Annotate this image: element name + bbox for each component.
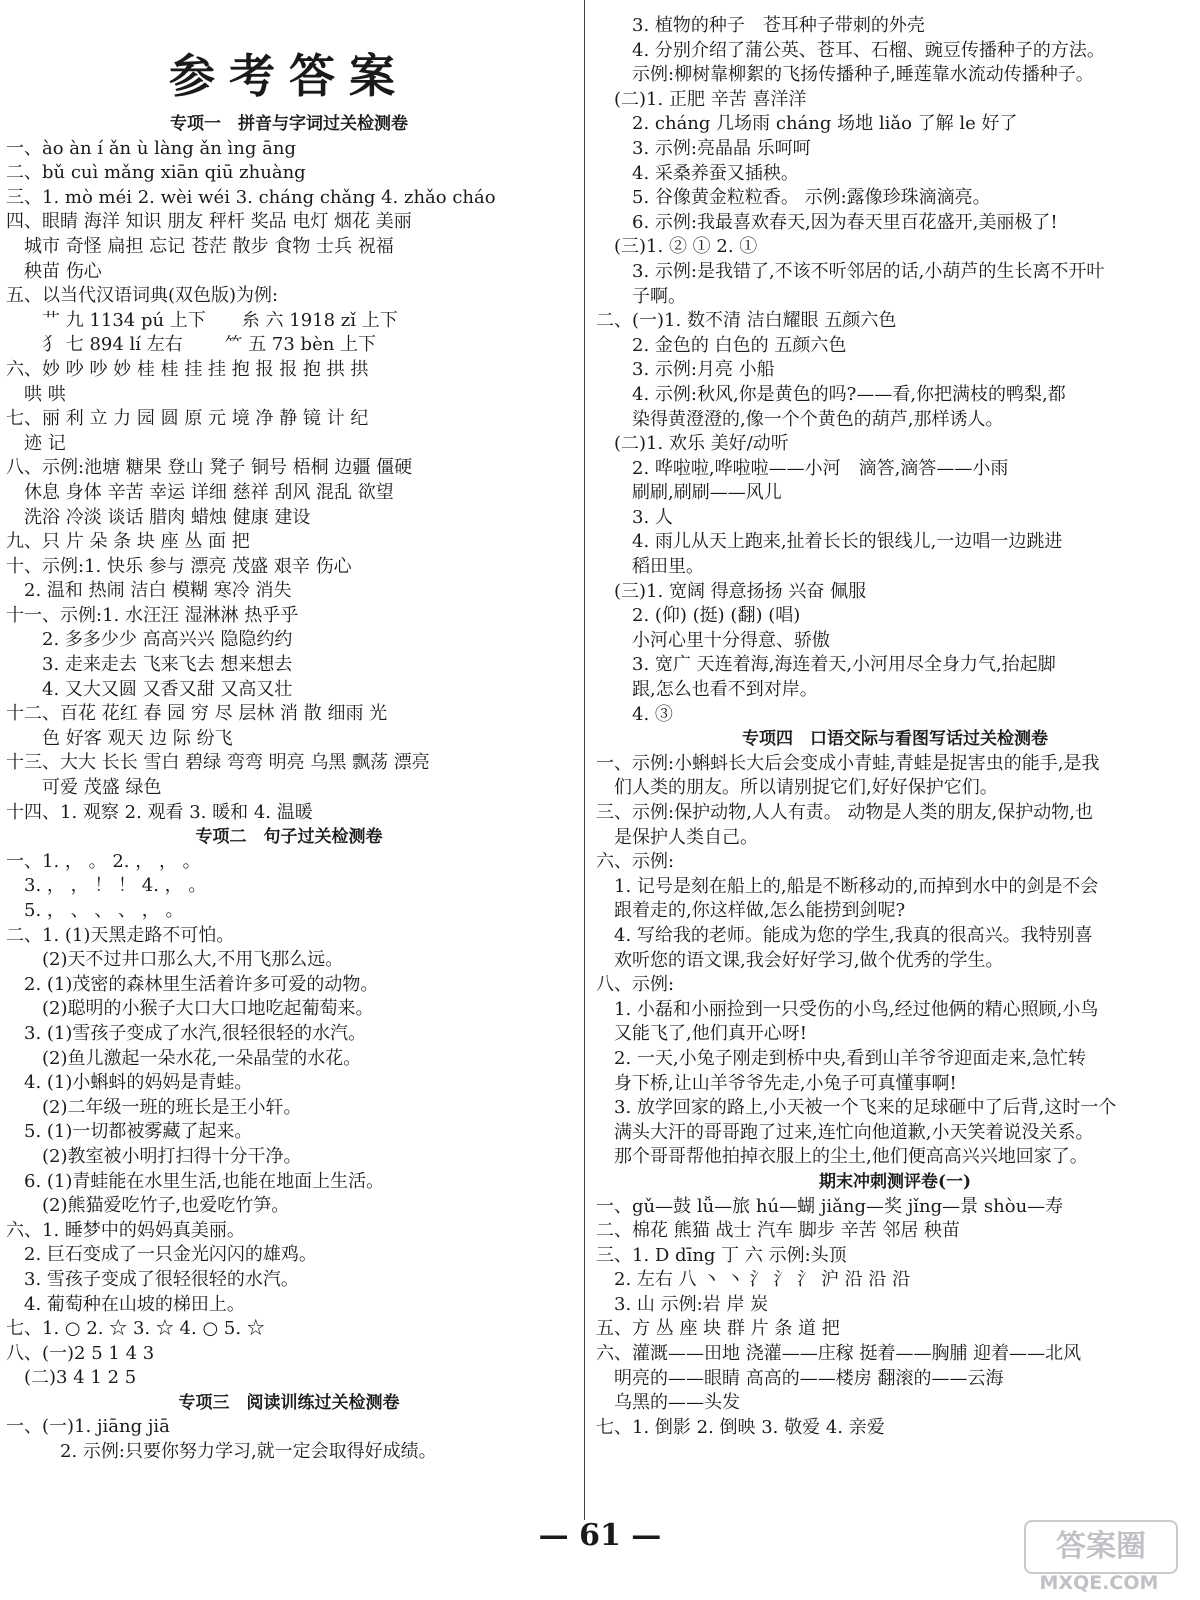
answer-line: 二、1. (1)天黑走路不可怕。 — [6, 924, 235, 946]
answer-line: 八、(一)2 5 1 4 3 — [6, 1342, 155, 1364]
section-heading: 专项三 阅读训练过关检测卷 — [178, 1392, 400, 1413]
answer-line: 1. 记号是刻在船上的,船是不断移动的,而掉到水中的剑是不会 — [596, 875, 1099, 897]
answer-line: 2. 金色的 白色的 五颜六色 — [596, 334, 847, 356]
answer-line: (三)1. 宽阔 得意扬扬 兴奋 佩服 — [596, 580, 867, 602]
answer-line: 艹 九 1134 pú 上下 糸 六 1918 zǐ 上下 — [6, 309, 398, 331]
answer-line: 满头大汗的哥哥跑了过来,连忙向他道歉,小天笑着说没关系。 — [596, 1121, 1094, 1143]
answer-line: 2. (1)茂密的森林里生活着许多可爱的动物。 — [6, 973, 379, 995]
answer-line: 明亮的——眼睛 高高的——楼房 翻滚的——云海 — [596, 1367, 1004, 1389]
answer-line: 欢听您的语文课,我会好好学习,做个优秀的学生。 — [596, 949, 1004, 971]
answer-line: 十四、1. 观察 2. 观看 3. 暖和 4. 温暖 — [6, 801, 313, 823]
answer-line: 色 好客 观天 边 际 纷飞 — [6, 727, 233, 749]
answer-line: 十一、示例:1. 水汪汪 湿淋淋 热乎乎 — [6, 604, 299, 626]
answer-line: 那个哥哥帮他拍掉衣服上的尘土,他们便高高兴兴地回家了。 — [596, 1146, 1088, 1168]
answer-line: 二、bǔ cuì mǎng xiān qiū zhuàng — [6, 162, 306, 184]
answer-line: 3. 雪孩子变成了很轻很轻的水汽。 — [6, 1268, 299, 1290]
answer-line: 十二、百花 花红 春 园 穷 尽 层林 消 散 细雨 光 — [6, 703, 388, 725]
answer-line: 6. (1)青蛙能在水里生活,也能在地面上生活。 — [6, 1170, 385, 1192]
answer-line: 3. 示例:月亮 小船 — [596, 359, 775, 381]
answer-line: 子啊。 — [596, 285, 686, 307]
answer-line: 4. (1)小蝌蚪的妈妈是青蛙。 — [6, 1072, 253, 1094]
answer-line: 3. 放学回家的路上,小天被一个飞来的足球砸中了后背,这时一个 — [596, 1097, 1117, 1119]
answer-line: 6. 示例:我最喜欢春天,因为春天里百花盛开,美丽极了! — [596, 211, 1058, 233]
answer-line: 城市 奇怪 扁担 忘记 苍茫 散步 食物 士兵 祝福 — [6, 235, 394, 257]
answer-line: 染得黄澄澄的,像一个个黄色的葫芦,那样诱人。 — [596, 408, 1004, 430]
answer-line: 八、示例:池塘 糖果 登山 凳子 铜号 梧桐 边疆 僵硬 — [6, 457, 413, 479]
watermark-logo — [1024, 1520, 1174, 1596]
answer-line: (2)聪明的小猴子大口大口地吃起葡萄来。 — [6, 998, 374, 1020]
answer-line: 稻田里。 — [596, 556, 704, 578]
answer-line: (二)3 4 1 2 5 — [6, 1367, 137, 1389]
answer-line: 十三、大大 长长 雪白 碧绿 弯弯 明亮 乌黑 飘荡 漂亮 — [6, 752, 430, 774]
answer-line: 二、棉花 熊猫 战士 汽车 脚步 辛苦 邻居 秧苗 — [596, 1220, 961, 1242]
answer-line: 2. 哗啦啦,哗啦啦——小河 滴答,滴答——小雨 — [596, 457, 1009, 479]
answer-line: 5. ， 、 、 、 ， 。 — [6, 900, 184, 921]
answer-line: 5. (1)一切都被雾藏了起来。 — [6, 1121, 253, 1143]
answer-line: (2)教室被小明打扫得十分干净。 — [6, 1145, 302, 1167]
right-answer-lines — [596, 14, 1194, 1440]
right-column — [596, 0, 1194, 1440]
answer-line: 六、妙 吵 吵 妙 桂 桂 挂 挂 抱 报 报 抱 拱 拱 — [6, 358, 369, 380]
answer-line: 犭 七 894 lí 左右 ⺮ 五 73 bèn 上下 — [6, 334, 377, 356]
left-answer-lines — [6, 112, 572, 1465]
column-divider — [584, 0, 585, 1520]
answer-line: 2. 温和 热闹 洁白 模糊 寒冷 消失 — [6, 580, 292, 602]
answer-line: 们人类的朋友。所以请别捉它们,好好保护它们。 — [596, 777, 998, 799]
answer-line: 4. 写给我的老师。能成为您的学生,我真的很高兴。我特别喜 — [596, 924, 1093, 946]
answer-line: 一、(一)1. jiāng jiā — [6, 1416, 170, 1438]
answer-line: 六、示例: — [596, 851, 675, 873]
answer-line: 2. 示例:只要你努力学习,就一定会取得好成绩。 — [6, 1441, 437, 1463]
answer-line: 是保护人类自己。 — [596, 826, 758, 848]
answer-line: 4. 雨儿从天上跑来,扯着长长的银线儿,一边唱一边跳进 — [596, 531, 1063, 553]
answer-line: 4. 示例:秋风,你是黄色的吗?——看,你把满枝的鸭梨,都 — [596, 383, 1066, 405]
answer-line: 又能飞了,他们真开心呀! — [596, 1023, 807, 1045]
answer-line: 一、ào àn í ǎn ù làng ǎn ìng āng — [6, 137, 296, 159]
answer-line: 4. ③ — [596, 703, 673, 725]
answer-line: 八、示例: — [596, 974, 675, 996]
answer-line: 4. 采桑养蚕又插秧。 — [596, 162, 799, 184]
answer-line: 九、只 片 朵 条 块 座 丛 面 把 — [6, 531, 250, 553]
answer-line: 2. 巨石变成了一只金光闪闪的雄鸡。 — [6, 1244, 317, 1266]
watermark-logo-text: 答案圈 — [1024, 1520, 1178, 1574]
page-number: — 61 — — [538, 1518, 662, 1553]
answer-line: 4. 葡萄种在山坡的梯田上。 — [6, 1293, 245, 1315]
answer-line: 一、gǔ—鼓 lǚ—旅 hú—蝴 jiǎng—奖 jǐng—景 shòu—寿 — [596, 1195, 1064, 1217]
answer-line: 四、眼睛 海洋 知识 朋友 秤杆 奖品 电灯 烟花 美丽 — [6, 211, 412, 233]
answer-line: (2)熊猫爱吃竹子,也爱吃竹笋。 — [6, 1195, 290, 1217]
answer-line: 3. 示例:亮晶晶 乐呵呵 — [596, 137, 811, 159]
answer-line: 2. (仰) (挺) (翻) (唱) — [596, 605, 801, 627]
section-heading: 专项一 拼音与字词过关检测卷 — [170, 114, 408, 134]
answer-line: 哄 哄 — [6, 383, 66, 405]
answer-line: 2. 多多少少 高高兴兴 隐隐约约 — [6, 629, 293, 651]
left-column — [6, 0, 572, 1465]
answer-line: 六、1. 睡梦中的妈妈真美丽。 — [6, 1219, 245, 1241]
section-heading: 专项二 句子过关检测卷 — [195, 827, 383, 848]
answer-line: 可爱 茂盛 绿色 — [6, 777, 162, 799]
answer-line: 洗浴 冷淡 谈话 腊肉 蜡烛 健康 建设 — [6, 506, 311, 528]
answer-line: 3. 植物的种子 苍耳种子带刺的外壳 — [596, 15, 925, 36]
answer-line: 一、1. ， 。 2. ， ， 。 — [6, 850, 201, 872]
section-heading: 期末冲刺测评卷(一) — [818, 1171, 972, 1192]
answer-line: 3. 走来走去 飞来飞去 想来想去 — [6, 654, 293, 676]
answer-line: (2)二年级一班的班长是王小轩。 — [6, 1096, 302, 1118]
answer-line: 迹 记 — [6, 432, 66, 454]
answer-line: 七、丽 利 立 力 园 圆 原 元 境 净 静 镜 计 纪 — [6, 408, 369, 430]
page-title: 参考答案 — [169, 49, 409, 103]
answer-line: 三、1. D dīng 丁 六 示例:头顶 — [596, 1244, 847, 1266]
answer-line: 乌黑的——头发 — [596, 1392, 740, 1414]
answer-line: 十、示例:1. 快乐 参与 漂亮 茂盛 艰辛 伤心 — [6, 555, 352, 577]
answer-line: 3. (1)雪孩子变成了水汽,很轻很轻的水汽。 — [6, 1022, 367, 1044]
answer-line: 二、(一)1. 数不清 洁白耀眼 五颜六色 — [596, 310, 897, 332]
answer-line: (二)1. 欢乐 美好/动听 — [596, 433, 789, 455]
answer-line: 4. 分别介绍了蒲公英、苍耳、石榴、豌豆传播种子的方法。 — [596, 39, 1105, 61]
answer-line: 跟,怎么也看不到对岸。 — [596, 679, 818, 701]
watermark-url: MXQE.COM — [1039, 1572, 1159, 1594]
answer-line: 五、以当代汉语词典(双色版)为例: — [6, 285, 279, 307]
answer-line: 3. 人 — [596, 506, 673, 528]
answer-line: 3. 山 示例:岩 岸 炭 — [596, 1293, 769, 1315]
answer-line: 3. ， ， ！ ！ 4. ， 。 — [6, 875, 207, 897]
answer-line: (三)1. ② ① 2. ① — [596, 236, 758, 258]
answer-line: 七、1. ○ 2. ☆ 3. ☆ 4. ○ 5. ☆ — [6, 1318, 265, 1340]
section-heading: 专项四 口语交际与看图写话过关检测卷 — [742, 729, 1048, 750]
answer-line: 身下桥,让山羊爷爷先走,小兔子可真懂事啊! — [596, 1072, 957, 1094]
answer-line: 六、灌溉——田地 浇灌——庄稼 挺着——胸脯 迎着——北风 — [596, 1343, 1082, 1365]
answer-line: 示例:柳树靠柳絮的飞扬传播种子,睡莲靠水流动传播种子。 — [596, 64, 1094, 86]
answer-line: 2. 一天,小兔子刚走到桥中央,看到山羊爷爷迎面走来,急忙转 — [596, 1047, 1087, 1069]
answer-line: (二)1. 正肥 辛苦 喜洋洋 — [596, 88, 807, 110]
answer-line: 4. 又大又圆 又香又甜 又高又壮 — [6, 678, 293, 700]
answer-line: 秧苗 伤心 — [6, 260, 102, 282]
answer-line: 3. 宽广 天连着海,海连着天,小河用尽全身力气,抬起脚 — [596, 654, 1056, 676]
answer-line: 1. 小磊和小丽捡到一只受伤的小鸟,经过他俩的精心照顾,小鸟 — [596, 998, 1099, 1020]
answer-line: 三、1. mò méi 2. wèi wéi 3. cháng chǎng 4. zhǎo cháo — [6, 186, 496, 208]
answer-line: 2. cháng 几场雨 cháng 场地 liǎo 了解 le 好了 — [596, 113, 1018, 135]
answer-line: 五、方 丛 座 块 群 片 条 道 把 — [596, 1318, 840, 1340]
answer-line: 3. 示例:是我错了,不该不听邻居的话,小葫芦的生长离不开叶 — [596, 260, 1105, 282]
answer-line: 休息 身体 辛苦 幸运 详细 慈祥 刮风 混乱 欲望 — [6, 481, 394, 503]
answer-line: 小河心里十分得意、骄傲 — [596, 629, 830, 651]
answer-line: 三、示例:保护动物,人人有责。 动物是人类的朋友,保护动物,也 — [596, 802, 1093, 823]
answer-line: 七、1. 倒影 2. 倒映 3. 敬爱 4. 亲爱 — [596, 1416, 885, 1438]
answer-line: 一、示例:小蝌蚪长大后会变成小青蛙,青蛙是捉害虫的能手,是我 — [596, 752, 1100, 774]
answer-line: (2)鱼儿激起一朵水花,一朵晶莹的水花。 — [6, 1047, 362, 1069]
answer-line: 5. 谷像黄金粒粒香。 示例:露像珍珠滴滴亮。 — [596, 187, 991, 209]
answer-line: 刷刷,刷刷——风儿 — [596, 482, 782, 504]
answer-line: 跟着走的,你这样做,怎么能捞到剑呢? — [596, 900, 906, 922]
answer-line: (2)天不过井口那么大,不用飞那么远。 — [6, 949, 344, 971]
answer-line: 2. 左右 八 丶 丶 氵 氵 氵 沪 沿 沿 沿 — [596, 1269, 911, 1291]
